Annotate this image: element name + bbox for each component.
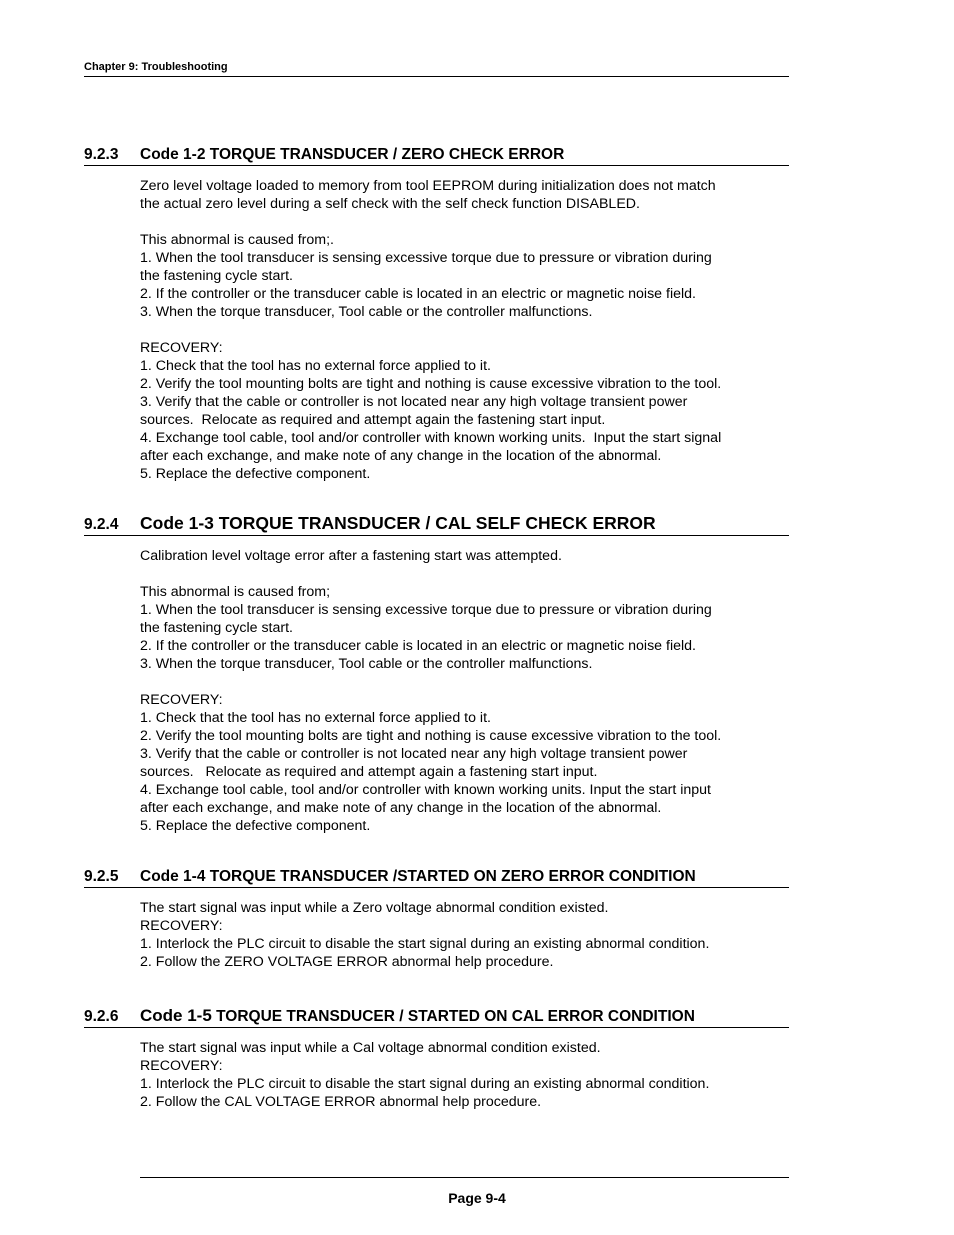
section-heading: [84, 146, 789, 166]
section-number: 9.2.5: [84, 868, 119, 885]
footer-divider: [140, 1177, 789, 1178]
section-9-2-6: [84, 1006, 789, 1111]
section-code: Code 1-2: [140, 146, 206, 163]
section-body: Calibration level voltage error after a fastening start was attempted. This abnormal is caused from; 1. When the tool transducer is sensing excessive torque due to pressure or vibration during the fastening cycle start. 2. If the controller or the transducer cable is located in an electric or magnetic noise field. 3. When the torque transducer, Tool cable or the controller malfunctions. RECOVERY: 1. Check that the tool has no external force applied to it. 2. Verify the tool mounting bolts are tight and nothing is cause excessive vibration to the tool. 3. Verify that the cable or controller is not located near any high voltage transient power sources. Relocate as required and attempt again a fastening start input. 4. Exchange tool cable, tool and/or controller with known working units. Input the start input after each exchange, and make note of any change in the location of the abnormal. 5. Replace the defective component.: [140, 548, 722, 834]
section-title-rest: TORQUE TRANSDUCER / STARTED ON CAL ERROR CONDITION: [211, 1008, 695, 1025]
page-number: Page 9-4: [448, 1190, 506, 1206]
section-title: [140, 146, 564, 164]
section-body: The start signal was input while a Cal voltage abnormal condition existed. RECOVERY: 1. Interlock the PLC circuit to disable the start signal during an existing abnormal condition. 2. Follow the CAL VOLTAGE ERROR abnormal help procedure.: [140, 1040, 710, 1110]
section-9-2-5: [84, 868, 789, 971]
section-9-2-3: [84, 146, 789, 483]
section-body: Zero level voltage loaded to memory from tool EEPROM during initialization does not match the actual zero level during a self check with the self check function DISABLED. This abnormal is caused from;. 1. When the tool transducer is sensing excessive torque due to pressure or vibration during the fastening cycle start. 2. If the controller or the transducer cable is located in an electric or magnetic noise field. 3. When the torque transducer, Tool cable or the controller malfunctions. RECOVERY: 1. Check that the tool has no external force applied to it. 2. Verify the tool mounting bolts are tight and nothing is cause excessive vibration to the tool. 3. Verify that the cable or controller is not located near any high voltage transient power sources. Relocate as required and attempt again the fastening start input. 4. Exchange tool cable, tool and/or controller with known working units. Input the start signal after each exchange, and make note of any change in the location of the abnormal. 5. Replace the defective component.: [140, 178, 722, 482]
section-code: Code 1-4: [140, 868, 206, 885]
section-title-rest: TORQUE TRANSDUCER /STARTED ON ZERO ERROR CONDITION: [205, 868, 696, 885]
section-number: 9.2.6: [84, 1008, 119, 1025]
section-heading: [84, 868, 789, 888]
section-9-2-4: [84, 513, 789, 835]
section-title: [140, 868, 696, 886]
section-body: The start signal was input while a Zero voltage abnormal condition existed. RECOVERY: 1. Interlock the PLC circuit to disable the start signal during an existing abnormal condition. 2. Follow the ZERO VOLTAGE ERROR abnormal help procedure.: [140, 900, 710, 970]
section-heading: [84, 513, 789, 536]
section-title-rest: TORQUE TRANSDUCER / ZERO CHECK ERROR: [205, 146, 565, 163]
section-code: Code 1-5: [140, 1006, 212, 1025]
section-number: 9.2.4: [84, 516, 119, 533]
header-divider: [84, 76, 789, 77]
section-number: 9.2.3: [84, 146, 119, 163]
section-heading: [84, 1006, 789, 1028]
section-title: Code 1-3 TORQUE TRANSDUCER / CAL SELF CHECK ERROR: [140, 513, 656, 533]
chapter-header: Chapter 9: Troubleshooting: [84, 61, 228, 73]
section-title: [140, 1006, 695, 1026]
